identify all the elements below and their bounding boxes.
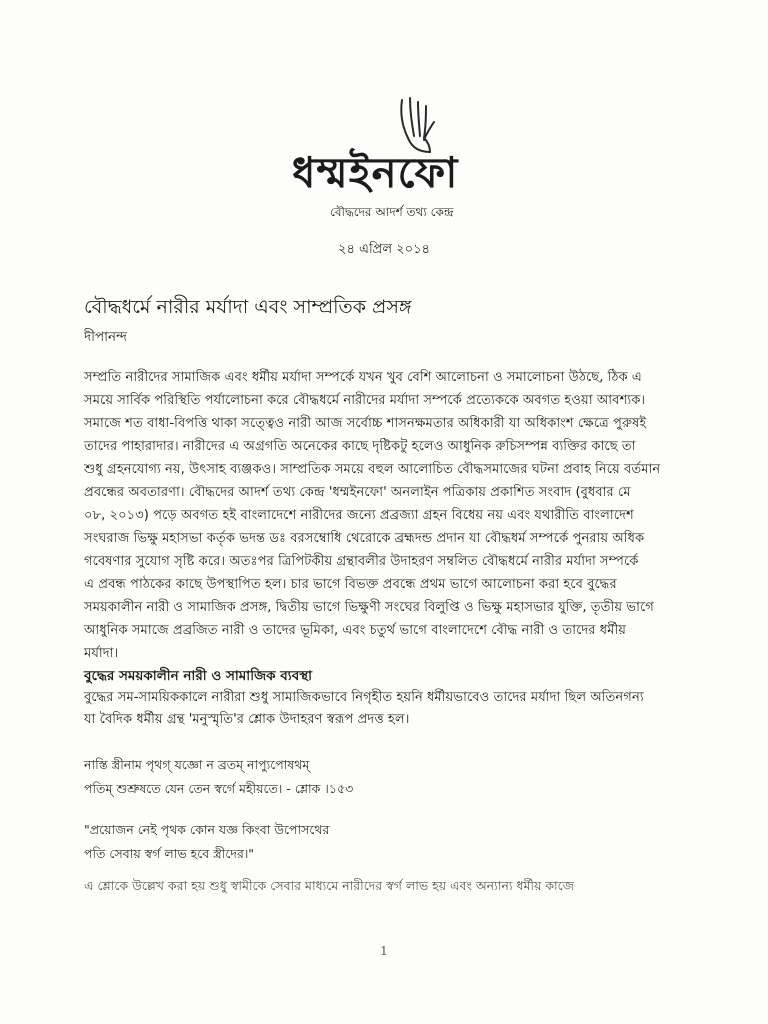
text-line: এ প্রবন্ধ পাঠকের কাছে উপস্থাপিত হল। চার ভাগে বিভক্ত প্রবন্ধে প্রথম ভাগে আলোচনা করা হবে বুদ্ধের bbox=[84, 577, 617, 592]
text-line: গবেষণার সুযোগ সৃষ্টি করে। অতঃপর ত্রিপিটকীয় গ্রন্থাবলীর উদাহরণ সম্বলিত বৌদ্ধধর্মে নারীর মর্যাদা সম্পর্কে bbox=[84, 554, 639, 569]
article-date: ২৪ এপ্রিল ২০১৪ bbox=[338, 242, 430, 257]
text-line: সমাজে শত বাধা-বিপত্তি থাকা সত্ত্বেও নারী আজ সর্বোচ্চ শাসনক্ষমতার অধিকারী যা অধিকাংশ ক্ষেত্রে পুরুষই bbox=[84, 416, 647, 431]
text-line: যা বৈদিক ধর্মীয় গ্রন্থ 'মনুস্মৃতি'র শ্লোক উদাহরণ স্বরূপ প্রদত্ত হল। bbox=[84, 712, 410, 727]
dhammainfo-logo bbox=[280, 92, 550, 222]
text-line: আধুনিক সমাজে প্রব্রজিত নারী ও তাদের ভূমিকা, এবং চতুর্থ ভাগে বাংলাদেশে বৌদ্ধ নারী ও তাদের ধর্মীয় bbox=[84, 623, 626, 638]
intro-paragraph bbox=[84, 366, 670, 665]
text-line: প্রবন্ধের অবতারণা। বৌদ্ধদের আদর্শ তথ্য কেন্দ্র 'ধম্মইনফো' অনলাইন পত্রিকায় প্রকাশিত সংবাদ (বুধবার মে bbox=[84, 485, 631, 500]
text-line: শুধু গ্রহনযোগ্য নয়, উৎসাহ ব্যঞ্জকও। সাম্প্রতিক সময়ে বহুল আলোচিত বৌদ্ধসমাজের ঘটনা প্রবাহ নিয়ে বর্তমান bbox=[84, 462, 661, 477]
text-line: সম্প্রতি নারীদের সামাজিক এবং ধর্মীয় মর্যাদা সম্পর্কে যখন খুব বেশি আলোচনা ও সমালোচনা উঠছে, ঠিক এ bbox=[84, 370, 642, 385]
text-line: তাদের পাহারাদার। নারীদের এ অগ্রগতি অনেকের কাছে দৃষ্টিকটু হলেও আধুনিক রুচিসম্পন্ন ব্যক্তির কাছে তা bbox=[84, 439, 636, 454]
quote-line: পতি সেবায় স্বর্গ লাভ হবে স্ত্রীদের।" bbox=[84, 846, 255, 861]
text-line: সময়কালীন নারী ও সামাজিক প্রসঙ্গ, দ্বিতীয় ভাগে ভিক্ষুণী সংঘের বিলুপ্তি ও ভিক্ষু মহাসভার যুক্তি, তৃতীয় ভাগে bbox=[84, 600, 654, 615]
logo-wordmark: ধম্মইনফো bbox=[292, 148, 459, 197]
verse-translation bbox=[84, 818, 329, 866]
verse-line: নাস্তি স্ত্রীনাম পৃথগ্ যজ্ঞো ন ব্রতম্ নাপ্যুপোষথম্ bbox=[84, 757, 310, 772]
sanskrit-verse bbox=[84, 753, 353, 801]
quote-line: "প্রয়োজন নেই পৃথক কোন যজ্ঞ কিংবা উপোসথের bbox=[84, 822, 330, 837]
text-line: ০৮, ২০১৩) পড়ে অবগত হই বাংলাদেশে নারীদের জন্যে প্রব্রজ্যা গ্রহন বিধেয় নয় এবং যথারীতি বাংলাদেশ bbox=[84, 508, 634, 523]
page-number: 1 bbox=[380, 944, 388, 958]
verse-line: পতিম্ শুশ্রুষতে যেন তেন স্বর্গে মহীয়তে। - শ্লোক ।১৫৩ bbox=[84, 781, 354, 796]
text-line: সময়ে সার্বিক পরিস্থিতি পর্যালোচনা করে বৌদ্ধধর্মে নারীদের মর্যাদা সম্পর্কে প্রত্যেককে অবগত হওয়া আবশ্যক। bbox=[84, 393, 646, 408]
text-line: বুদ্ধের সম-সাময়িককালে নারীরা শুধু সামাজিকভাবে নিগৃহীত হয়নি ধর্মীয়ভাবেও তাদের মর্যাদা ছিল অতিনগন্য bbox=[84, 690, 644, 705]
article-title: বৌদ্ধধর্মে নারীর মর্যাদা এবং সাম্প্রতিক প্রসঙ্গ bbox=[84, 296, 412, 318]
text-line: মর্যাদা। bbox=[84, 646, 119, 661]
logo-tagline: বৌদ্ধদের আদর্শ তথ্য কেন্দ্র bbox=[330, 205, 454, 219]
continuation-paragraph: এ শ্লোকে উল্লেখ করা হয় শুধু স্বামীকে সেবার মাধ্যমে নারীদের স্বর্গ লাভ হয় এবং অন্যান্য ধর্মীয় কাজে bbox=[84, 878, 574, 893]
section-heading: বুদ্ধের সময়কালীন নারী ও সামাজিক ব্যবস্থা bbox=[84, 668, 313, 684]
article-author: দীপানন্দ bbox=[84, 329, 127, 345]
section-paragraph bbox=[84, 687, 670, 731]
text-line: সংঘরাজ ভিক্ষু মহাসভা কর্তৃক ভদন্ত ডঃ বরসম্বোধি থেরোকে ব্রহ্মদন্ড প্রদান যা বৌদ্ধধর্ম সম্পর্কে পুনরায় অধিক bbox=[84, 531, 645, 546]
